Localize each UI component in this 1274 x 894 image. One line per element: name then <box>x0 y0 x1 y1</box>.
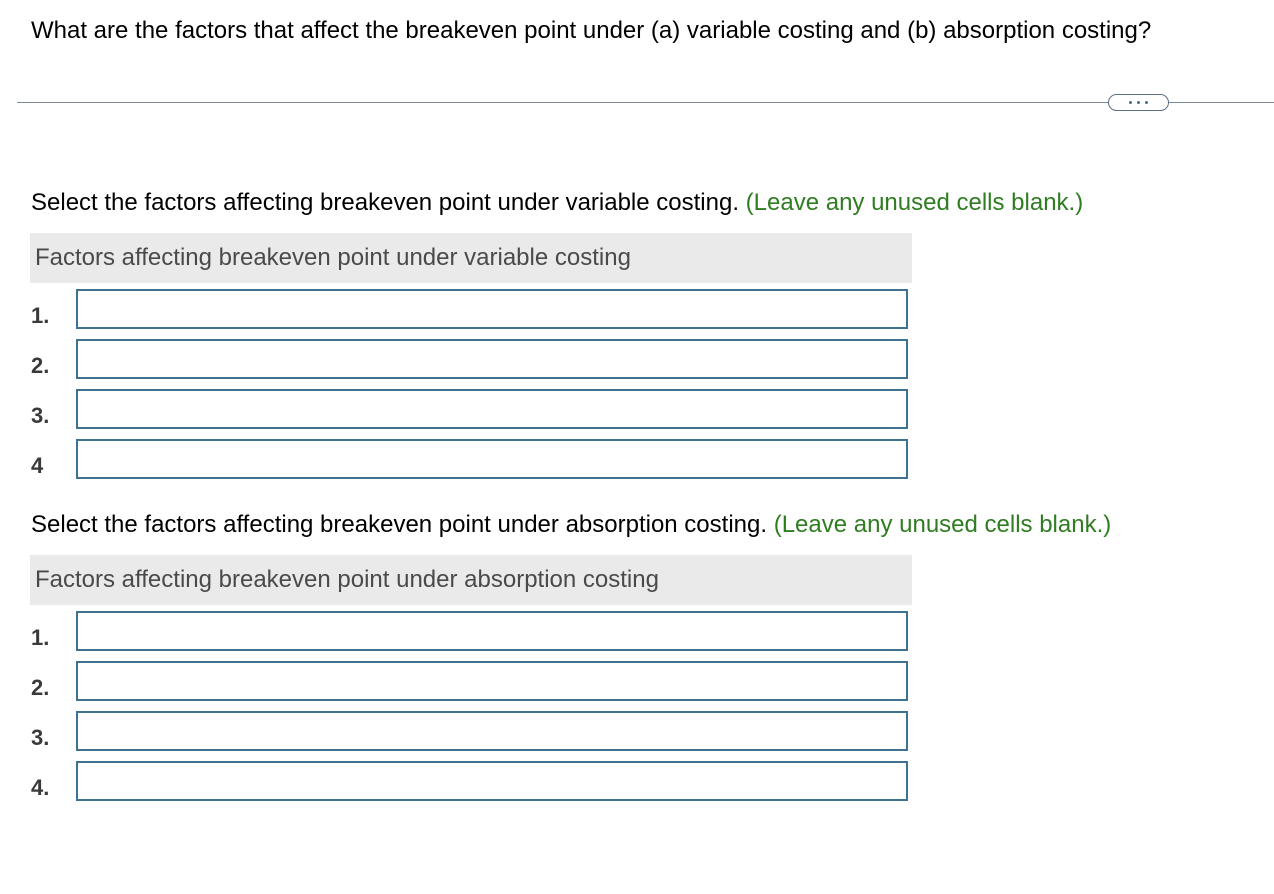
absorption-answer-cell-4[interactable] <box>76 761 908 801</box>
variable-answer-cell-4[interactable] <box>76 439 908 479</box>
variable-row-number: 4 <box>31 453 44 478</box>
question-text: What are the factors that affect the breakeven point under (a) variable costing and (b) absorption costing? <box>31 17 1152 44</box>
absorption-answer-cell-1[interactable] <box>76 611 908 651</box>
absorption-hint: (Leave any unused cells blank.) <box>773 511 1112 538</box>
divider <box>17 102 1274 103</box>
absorption-row-number: 3. <box>31 725 50 750</box>
ellipsis-icon <box>1137 101 1140 104</box>
variable-answer-cell-2[interactable] <box>76 339 908 379</box>
absorption-row-number: 1. <box>31 625 50 650</box>
absorption-answer-cell-3[interactable] <box>76 711 908 751</box>
more-options-button[interactable] <box>1108 94 1169 111</box>
variable-answer-cell-1[interactable] <box>76 289 908 329</box>
variable-instruction <box>31 188 1083 218</box>
variable-row-number: 1. <box>31 303 50 328</box>
variable-row-number: 2. <box>31 353 50 378</box>
variable-table-header: Factors affecting breakeven point under variable costing <box>30 233 912 283</box>
ellipsis-icon <box>1145 101 1148 104</box>
absorption-table-header: Factors affecting breakeven point under absorption costing <box>30 555 912 605</box>
absorption-row-number: 2. <box>31 675 50 700</box>
absorption-answer-cell-2[interactable] <box>76 661 908 701</box>
variable-answer-cell-3[interactable] <box>76 389 908 429</box>
ellipsis-icon <box>1129 101 1132 104</box>
absorption-instruction-text: Select the factors affecting breakeven point under absorption costing. <box>31 511 768 538</box>
absorption-instruction <box>31 510 1111 540</box>
variable-hint: (Leave any unused cells blank.) <box>745 189 1084 216</box>
absorption-row-number: 4. <box>31 775 50 800</box>
variable-row-number: 3. <box>31 403 50 428</box>
variable-instruction-text: Select the factors affecting breakeven point under variable costing. <box>31 189 739 216</box>
